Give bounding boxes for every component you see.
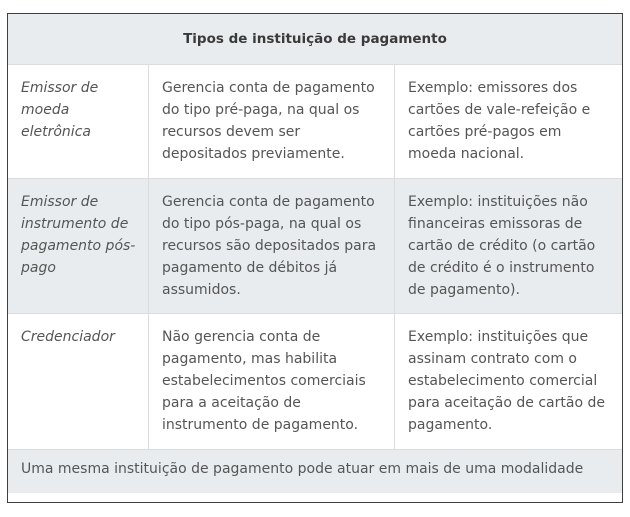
row-description-cell: Não gerencia conta de pagamento, mas habilita estabelecimentos comerciais para a aceitação de instrumento de pagamento.	[149, 314, 395, 449]
table-row	[8, 314, 622, 450]
row-example-cell: Exemplo: instituições não financeiras emissoras de cartão de crédito (o cartão de crédito é o instrumento de pagamento).	[408, 194, 596, 298]
table-row	[8, 65, 622, 179]
row-example-cell: Exemplo: emissores dos cartões de vale-refeição e cartões pré-pagos em moeda nacional.	[408, 80, 591, 162]
row-type-cell: Credenciador	[8, 314, 149, 449]
row-type-cell: Emissor de instrumento de pagamento pós-pago	[8, 179, 149, 313]
table-row	[8, 179, 622, 314]
payment-institution-table	[7, 13, 623, 503]
row-description-cell: Gerencia conta de pagamento do tipo pós-paga, na qual os recursos são depositados para pagamento de débitos já assumidos.	[149, 179, 395, 313]
table-footer-note: Uma mesma instituição de pagamento pode atuar em mais de uma modalidade	[8, 450, 622, 493]
row-type-cell: Emissor de moeda eletrônica	[8, 65, 149, 178]
row-description-cell: Gerencia conta de pagamento do tipo pré-paga, na qual os recursos devem ser depositados previamente.	[149, 65, 395, 178]
table-title: Tipos de instituição de pagamento	[8, 14, 622, 65]
row-example-cell: Exemplo: instituições que assinam contrato com o estabelecimento comercial para aceitação de cartão de pagamento.	[408, 329, 605, 433]
